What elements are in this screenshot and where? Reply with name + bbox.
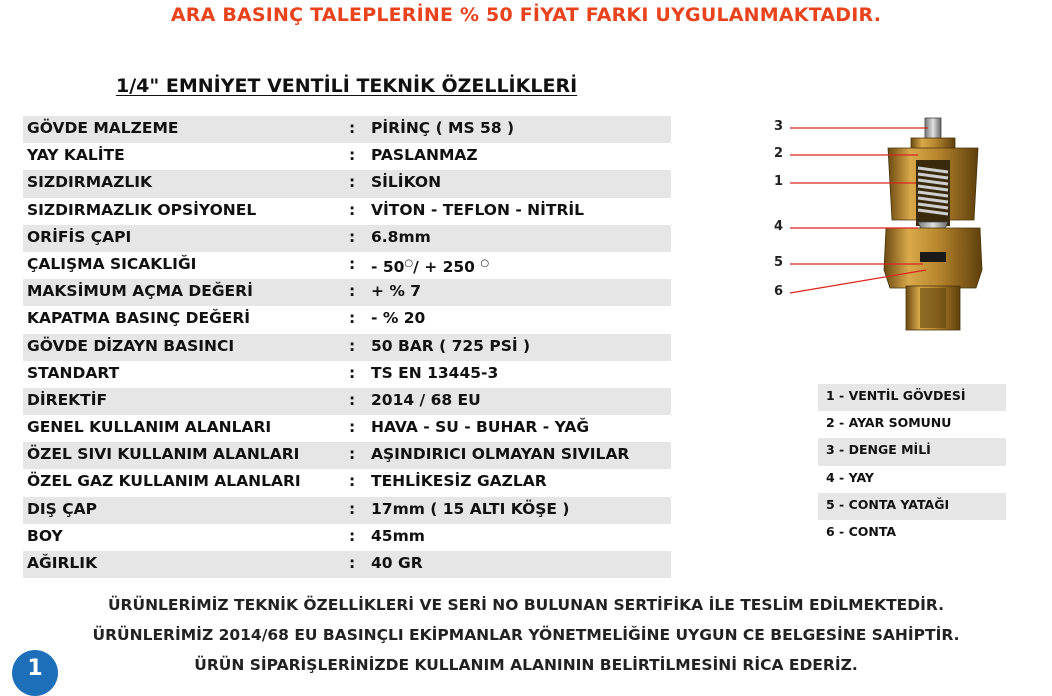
spec-colon: : — [349, 200, 356, 219]
spec-colon: : — [349, 254, 356, 273]
callout-number: 6 — [774, 284, 784, 299]
callout-number: 1 — [774, 174, 784, 189]
spec-row — [23, 252, 671, 279]
spec-value: + % 7 — [371, 282, 422, 301]
spec-row — [23, 143, 671, 170]
spec-row — [23, 170, 671, 197]
legend-item: 4 - YAY — [826, 469, 874, 485]
spec-row — [23, 198, 671, 225]
callout-number: 2 — [774, 146, 784, 161]
spec-label: KAPATMA BASINÇ DEĞERİ — [27, 309, 251, 328]
spec-value: 40 GR — [371, 554, 423, 572]
spec-label: SIZDIRMAZLIK OPSİYONEL — [27, 200, 257, 219]
spec-table — [23, 116, 671, 578]
temp-max: / + 250 — [413, 258, 475, 277]
spec-label: GÖVDE MALZEME — [27, 119, 179, 137]
spec-row — [23, 116, 671, 143]
spec-label: DIŞ ÇAP — [27, 499, 97, 518]
degree-symbol: ○ — [404, 257, 414, 269]
spec-colon: : — [349, 363, 356, 382]
legend-item: 1 - VENTİL GÖVDESİ — [818, 384, 1006, 411]
footer-ce-note: ÜRÜNLERİMİZ 2014/68 EU BASINÇLI EKİPMANLAR YÖNETMELİĞİNE UYGUN CE BELGESİNE SAHİPTİR. — [92, 626, 960, 644]
spec-colon: : — [349, 526, 356, 545]
spec-label: ÖZEL SIVI KULLANIM ALANLARI — [27, 445, 300, 464]
spec-value: HAVA - SU - BUHAR - YAĞ — [371, 418, 590, 437]
spec-value: PİRİNÇ ( MS 58 ) — [371, 119, 515, 137]
spec-value: 17mm ( 15 ALTI KÖŞE ) — [371, 499, 570, 518]
spec-value: 2014 / 68 EU — [371, 390, 481, 409]
spec-colon: : — [349, 554, 356, 572]
spec-label: STANDART — [27, 363, 120, 382]
spec-colon: : — [349, 445, 356, 464]
spec-colon: : — [349, 227, 356, 246]
spec-colon: : — [349, 173, 356, 192]
spec-colon: : — [349, 282, 356, 301]
spec-row — [23, 388, 671, 415]
spec-value: 45mm — [371, 526, 425, 545]
legend-item: 6 - CONTA — [826, 523, 897, 539]
parts-legend — [818, 384, 1006, 547]
spec-value: 50 BAR ( 725 PSİ ) — [371, 336, 531, 355]
valve-illustration — [768, 110, 1008, 340]
spec-label: GENEL KULLANIM ALANLARI — [27, 418, 272, 437]
spec-title: 1/4" EMNİYET VENTİLİ TEKNİK ÖZELLİKLERİ — [116, 75, 578, 97]
spec-value: AŞINDIRICI OLMAYAN SIVILAR — [371, 445, 630, 464]
spec-colon: : — [349, 336, 356, 355]
spec-label: BOY — [27, 526, 63, 545]
callout-number: 3 — [774, 119, 784, 134]
spec-row — [23, 279, 671, 306]
spec-label: AĞIRLIK — [27, 554, 98, 572]
spec-label: YAY KALİTE — [27, 146, 125, 165]
spec-row — [23, 524, 671, 551]
spec-row — [23, 469, 671, 496]
spec-row — [23, 225, 671, 252]
callout-number: 4 — [774, 219, 784, 234]
spec-label: MAKSİMUM AÇMA DEĞERİ — [27, 282, 253, 301]
spec-colon: : — [349, 119, 356, 137]
footer-certificate-note: ÜRÜNLERİMİZ TEKNİK ÖZELLİKLERİ VE SERİ NO BULUNAN SERTİFİKA İLE TESLİM EDİLMEKTEDİR. — [107, 596, 945, 614]
spec-row — [23, 361, 671, 388]
spec-value: PASLANMAZ — [371, 146, 478, 165]
spec-colon: : — [349, 418, 356, 437]
spec-value: - % 20 — [371, 309, 426, 328]
legend-item: 5 - CONTA YATAĞI — [818, 493, 1006, 520]
page-number-badge: 1 — [12, 650, 58, 696]
temp-min: - 50 — [371, 258, 405, 277]
spec-label: GÖVDE DİZAYN BASINCI — [27, 336, 235, 355]
legend-item: 2 - AYAR SOMUNU — [826, 415, 952, 431]
callout-number: 5 — [774, 255, 784, 270]
spec-label: ÇALIŞMA SICAKLIĞI — [27, 254, 197, 273]
spec-row — [23, 442, 671, 469]
spec-colon: : — [349, 146, 356, 165]
legend-item: 3 - DENGE MİLİ — [818, 438, 1006, 465]
spec-value-temperature — [371, 252, 489, 279]
footer-usage-note: ÜRÜN SİPARİŞLERİNİZDE KULLANIM ALANININ BELİRTİLMESİNİ RİCA EDERİZ. — [194, 656, 858, 674]
spec-label: ORİFİS ÇAPI — [27, 227, 132, 246]
seal — [920, 252, 946, 262]
spec-colon: : — [349, 309, 356, 328]
spec-label: ÖZEL GAZ KULLANIM ALANLARI — [27, 472, 301, 491]
spec-label: SIZDIRMAZLIK — [27, 173, 153, 192]
valve-cross-section-diagram — [768, 110, 1008, 340]
degree-symbol: ○ — [480, 257, 490, 269]
spec-value: TEHLİKESİZ GAZLAR — [371, 472, 547, 491]
spec-row — [23, 306, 671, 333]
spec-value: 6.8mm — [371, 227, 431, 246]
spec-colon: : — [349, 499, 356, 518]
spec-value: TS EN 13445-3 — [371, 363, 499, 382]
spec-row — [23, 334, 671, 361]
spec-colon: : — [349, 472, 356, 491]
spec-row — [23, 497, 671, 524]
price-notice: ARA BASINÇ TALEPLERİNE % 50 FİYAT FARKI UYGULANMAKTADIR. — [170, 4, 882, 26]
spec-colon: : — [349, 390, 356, 409]
spec-value: SİLİKON — [371, 173, 442, 192]
spec-row — [23, 415, 671, 442]
spec-label: DİREKTİF — [27, 390, 108, 409]
spec-row — [23, 551, 671, 578]
spec-value: VİTON - TEFLON - NİTRİL — [371, 200, 585, 219]
